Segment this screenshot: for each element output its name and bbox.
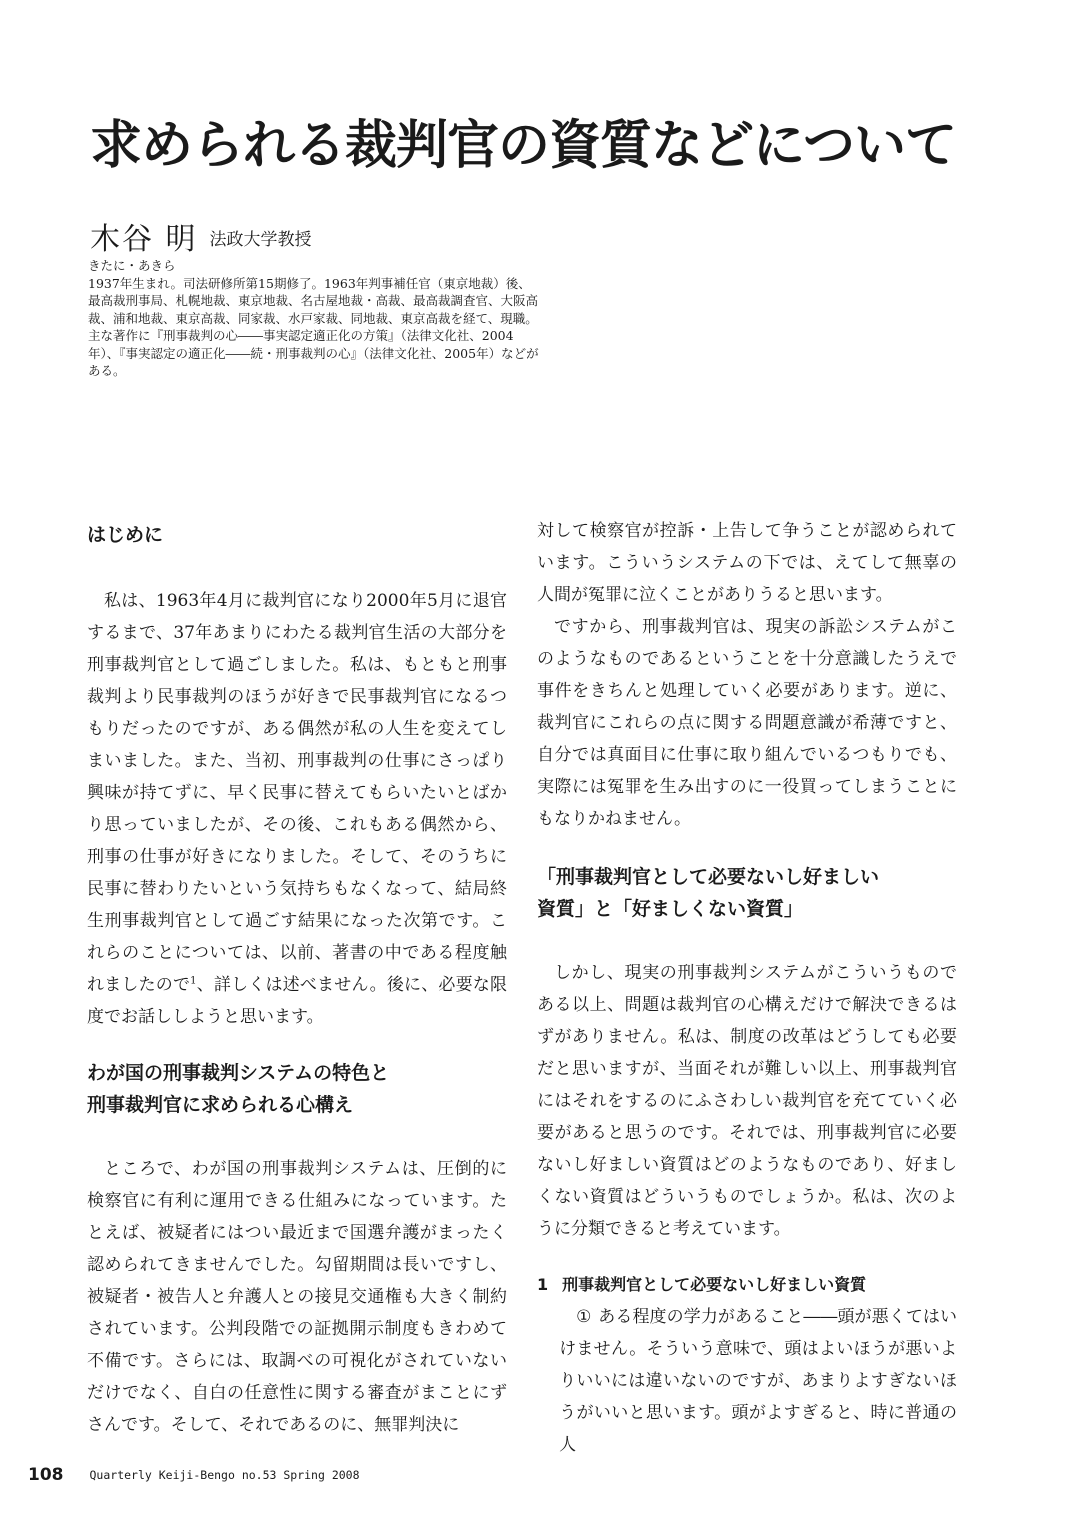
subheading-number: 1 <box>537 1275 549 1294</box>
author-line <box>90 214 312 258</box>
page-footer <box>28 1465 360 1485</box>
article-title: 求められる裁判官の資質などについて <box>90 116 956 176</box>
paragraph-5: しかし、現実の刑事裁判システムがこういうものである以上、問題は裁判官の心構えだけで解決できるはずがありません。私は、制度の改革はどうしても必要だと思いますが、当面それが難しい以上、刑事裁判官にはそれをするのにふさわしい裁判官を充てていく必要があると思うのです。それでは、刑事裁判官に必要ないし好ましい資質はどのようなものであり、好ましくない資質はどういうものでしょうか。私は、次のように分類できると考えています。 <box>537 963 957 1239</box>
right-column <box>537 515 957 1461</box>
heading-system-line-1: わが国の刑事裁判システムの特色と <box>87 1062 390 1084</box>
author-reading: きたに・あきら <box>88 258 176 273</box>
author-name: 木谷 明 <box>90 222 198 257</box>
list-item-marker: ① <box>576 1307 592 1327</box>
heading-qualities-line-1: 「刑事裁判官として必要ないし好ましい <box>537 866 880 888</box>
paragraph-2: ところで、わが国の刑事裁判システムは、圧倒的に検察官に有利に運用できる仕組みになっています。たとえば、被疑者にはつい最近まで国選弁護がまったく認められてきませんでした。勾留期間は長いですし、被疑者・被告人と弁護人との接見交通権も大きく制約されています。公判段階での証拠開示制度もきわめて不備です。さらには、取調べの可視化がされていないだけでなく、自白の任意性に関する審査がまことにずさんです。そして、それであるのに、無罪判決に <box>87 1159 507 1435</box>
author-bio-text: 1937年生まれ。司法研修所第15期修了。1963年判事補任官（東京地裁）後、最高裁刑事局、札幌地裁、東京地裁、名古屋地裁・高裁、最高裁調査官、大阪高裁、浦和地裁、東京高裁、同家裁、水戸家裁、同地裁、東京高裁を経て、現職。主な著作に『刑事裁判の心――事実認定適正化の方策』（法律文化社、2004年）、『事実認定の適正化――続・刑事裁判の心』（法律文化社、2005年）などがある。 <box>88 275 539 378</box>
heading-introduction: はじめに <box>87 524 164 546</box>
paragraph-1-part-a: 私は、1963年4月に裁判官になり2000年5月に退官するまで、37年あまりにわたる裁判官生活の大部分を刑事裁判官として過ごしました。私は、もともと刑事裁判より民事裁判のほうが好きで民事裁判官になるつもりだったのですが、ある偶然が私の人生を変えてしまいました。また、当初、刑事裁判の仕事にさっぱり興味が持てずに、早く民事に替えてもらいたいとばかり思っていましたが、その後、これもある偶然から、刑事の仕事が好きになりました。そして、そのうちに民事に替わりたいという気持ちもなくなって、結局終生刑事裁判官として過ごす結果になった次第です。これらのことについては、以前、著書の中である程度触れましたので <box>87 591 507 995</box>
left-column <box>87 515 507 1441</box>
subheading-text: 刑事裁判官として必要ないし好ましい資質 <box>562 1275 867 1294</box>
list-item <box>537 1301 957 1461</box>
paragraph-1-part-b: 、詳しくは述べません。後に、必要な限度でお話ししようと思います。 <box>87 975 507 1027</box>
footnote-ref-1: 1 <box>190 975 197 987</box>
list-item-text: ある程度の学力があること――頭が悪くてはいけません。そういう意味で、頭はよいほうが悪いよりいいには違いないのですが、あまりよすぎないほうがいいと思います。頭がよすぎると、時に普通の人 <box>559 1307 957 1455</box>
heading-system-line-2: 刑事裁判官に求められる心構え <box>87 1094 354 1116</box>
journal-name: Quarterly Keiji-Bengo no.53 Spring 2008 <box>89 1468 360 1482</box>
paragraph-3: 対して検察官が控訴・上告して争うことが認められています。こういうシステムの下では、えてして無辜の人間が冤罪に泣くことがありうると思います。 <box>537 521 957 605</box>
paragraph-1 <box>87 585 507 1033</box>
heading-system <box>87 1057 507 1121</box>
heading-qualities-line-2: 資質」と「好ましくない資質」 <box>537 898 804 920</box>
paragraph-4: ですから、刑事裁判官は、現実の訴訟システムがこのようなものであるということを十分意識したうえで事件をきちんと処理していく必要があります。逆に、裁判官にこれらの点に関する問題意識が希薄ですと、自分では真面目に仕事に取り組んでいるつもりでも、実際には冤罪を生み出すのに一役買ってしまうことにもなりかねません。 <box>537 617 957 829</box>
subheading-desirable-qualities <box>537 1269 957 1301</box>
author-bio <box>88 257 540 380</box>
author-affiliation: 法政大学教授 <box>209 230 312 250</box>
page-number: 108 <box>28 1465 64 1485</box>
heading-qualities <box>537 861 957 925</box>
